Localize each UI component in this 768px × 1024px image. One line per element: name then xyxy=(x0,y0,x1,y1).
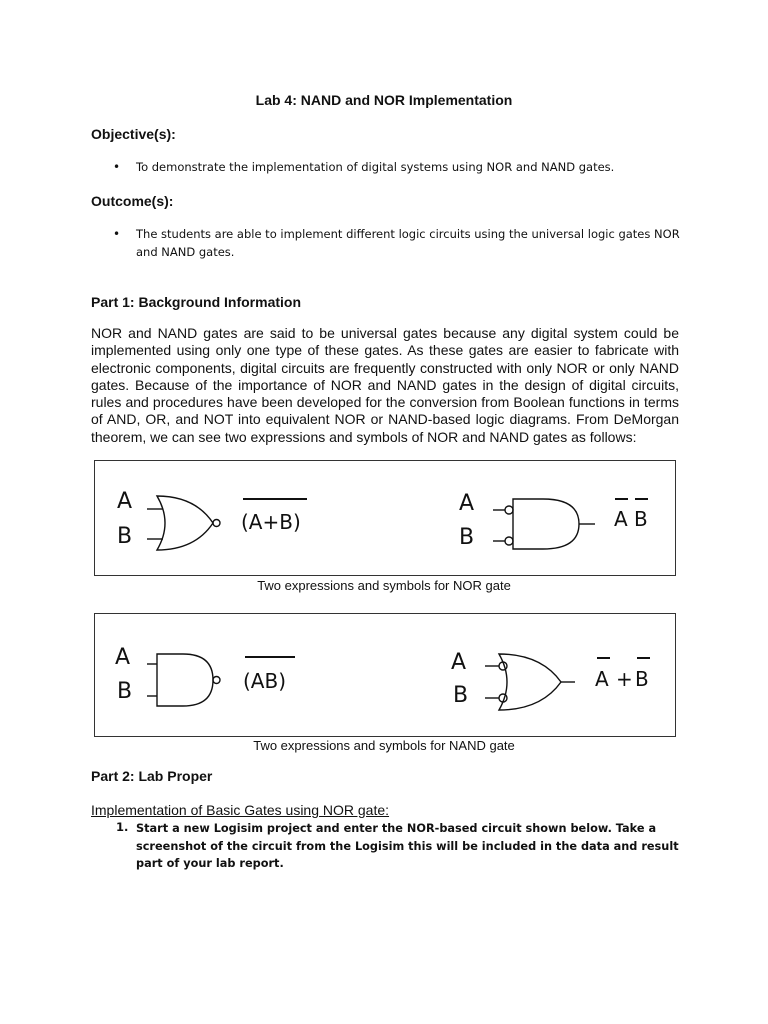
nand-right-input-a-label: A xyxy=(451,650,467,675)
bubbled-or-gate-symbol xyxy=(485,654,575,710)
nor-gate-symbol xyxy=(147,496,220,550)
nor-expr-left: (A+B) xyxy=(241,510,301,534)
bubbled-and-gate-symbol xyxy=(493,499,595,549)
nand-figure xyxy=(94,613,676,737)
nand-gate-symbol xyxy=(147,654,220,706)
step-1-number: 1. xyxy=(116,820,129,834)
nand-right-input-b-label: B xyxy=(453,683,469,708)
nand-expr-left: (AB) xyxy=(243,669,287,693)
nand-expr-right-plus: + xyxy=(616,667,633,691)
nor-caption: Two expressions and symbols for NOR gate xyxy=(257,578,511,593)
outcome-text: The students are able to implement different logic circuits using the universal logic gates NOR and NAND gates. xyxy=(136,227,680,259)
nor-implementation-subheading: Implementation of Basic Gates using NOR gate: xyxy=(91,802,390,818)
step-1-text: Start a new Logisim project and enter the NOR-based circuit shown below. Take a screenshot of the circuit from the Logisim this will be included in the data and result part of your lab report. xyxy=(136,822,679,870)
nor-figure xyxy=(94,460,676,576)
nand-diagram xyxy=(95,614,675,736)
part2-heading: Part 2: Lab Proper xyxy=(91,768,213,784)
nor-input-b-label: B xyxy=(117,524,133,549)
part1-heading: Part 1: Background Information xyxy=(91,294,302,310)
nor-diagram xyxy=(95,461,675,575)
outcome-heading: Outcome(s): xyxy=(91,193,174,209)
objective-text: To demonstrate the implementation of digital systems using NOR and NAND gates. xyxy=(136,160,615,174)
objective-bullet: • xyxy=(113,160,121,174)
outcome-bullet: • xyxy=(113,227,121,241)
nor-right-input-b-label: B xyxy=(459,525,475,550)
background-paragraph: NOR and NAND gates are said to be universal gates because any digital system could be implemented using only one type of these gates. As these gates are easier to fabricate with electronic components, digital circuits are frequently constructed with only NOR or only NAND gates. Because of the importance of NOR and NAND gates in the design of digital circuits, rules and procedures have been developed for the conversion from Boolean functions in terms of AND, OR, and NOT into equivalent NOR or NAND-based logic diagrams. From DeMorgan theorem, we can see two expressions and symbols of NOR and NAND gates as follows: xyxy=(91,325,679,445)
nand-input-b-label: B xyxy=(117,679,133,704)
nor-input-a-label: A xyxy=(117,489,133,514)
page-title: Lab 4: NAND and NOR Implementation xyxy=(255,92,513,108)
nand-caption: Two expressions and symbols for NAND gate xyxy=(253,738,515,753)
nand-input-a-label: A xyxy=(115,645,131,670)
objective-heading: Objective(s): xyxy=(91,126,176,142)
nand-expr-right-b: B xyxy=(635,667,649,691)
nor-expr-right-a: A xyxy=(614,507,628,531)
nand-expr-right-a: A xyxy=(595,667,609,691)
nor-expr-right-b: B xyxy=(634,507,648,531)
nor-right-input-a-label: A xyxy=(459,491,475,516)
